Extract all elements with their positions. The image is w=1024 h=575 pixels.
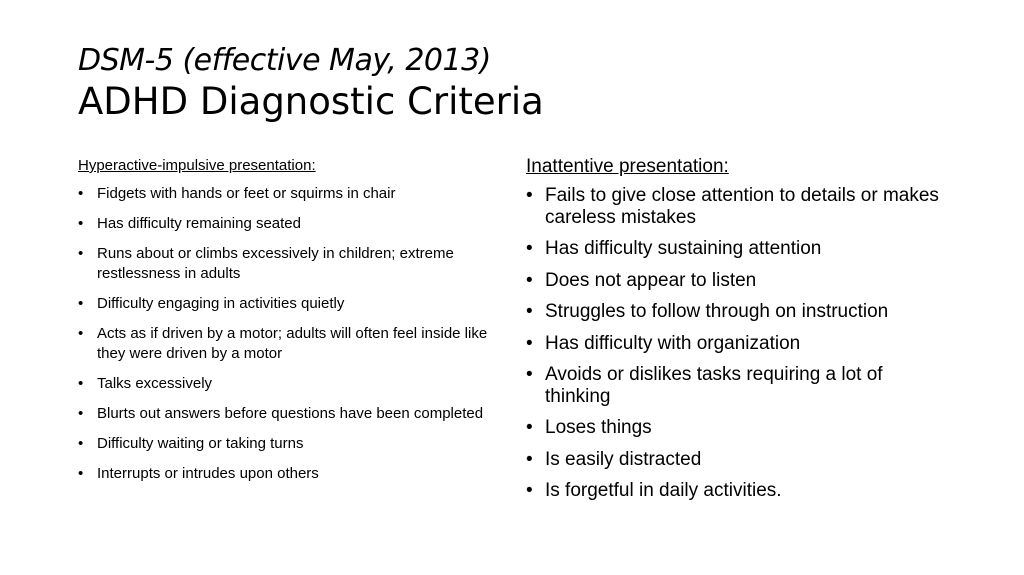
list-item-text: Difficulty waiting or taking turns bbox=[97, 435, 304, 452]
list-item-text: Does not appear to listen bbox=[545, 269, 757, 291]
list-item-text: Has difficulty with organization bbox=[545, 332, 801, 354]
list-item-text: Has difficulty remaining seated bbox=[97, 215, 301, 232]
list-item-text: Is forgetful in daily activities. bbox=[545, 480, 782, 502]
list-item bbox=[78, 404, 508, 424]
inattentive-heading: Inattentive presentation: bbox=[526, 156, 729, 177]
list-item bbox=[78, 294, 508, 314]
list-item-text: Interrupts or intrudes upon others bbox=[97, 465, 319, 482]
list-item-text: Struggles to follow through on instruction bbox=[545, 301, 889, 323]
list-item bbox=[78, 184, 508, 204]
bullet-icon: • bbox=[526, 448, 533, 470]
inattentive-list bbox=[526, 185, 946, 502]
list-item bbox=[526, 364, 946, 408]
hyperactive-heading: Hyperactive-impulsive presentation: bbox=[78, 157, 316, 174]
list-item-text: Talks excessively bbox=[97, 375, 213, 392]
list-item bbox=[526, 480, 946, 502]
inattentive-column bbox=[526, 156, 946, 512]
title-subtitle-line: DSM-5 (effective May, 2013) bbox=[78, 43, 491, 78]
list-item bbox=[526, 185, 946, 229]
list-item bbox=[526, 417, 946, 439]
list-item-text: Fails to give close attention to details or makes careless mistakes bbox=[545, 185, 939, 228]
list-item-text: Avoids or dislikes tasks requiring a lot of thinking bbox=[545, 363, 883, 407]
bullet-icon: • bbox=[78, 245, 84, 262]
slide-title bbox=[78, 42, 978, 124]
bullet-icon: • bbox=[78, 295, 84, 312]
hyperactive-list bbox=[78, 184, 508, 484]
bullet-icon: • bbox=[78, 215, 84, 232]
list-item-text: Acts as if driven by a motor; adults will often feel inside like they were driven by a motor bbox=[97, 325, 488, 362]
bullet-icon: • bbox=[78, 435, 84, 452]
list-item-text: Fidgets with hands or feet or squirms in chair bbox=[97, 185, 396, 202]
list-item bbox=[78, 214, 508, 234]
title-main-line: ADHD Diagnostic Criteria bbox=[78, 80, 544, 123]
bullet-icon: • bbox=[78, 375, 84, 392]
bullet-icon: • bbox=[526, 301, 533, 323]
list-item bbox=[526, 449, 946, 471]
bullet-icon: • bbox=[78, 185, 84, 202]
list-item bbox=[78, 464, 508, 484]
list-item bbox=[78, 324, 508, 364]
list-item-text: Has difficulty sustaining attention bbox=[545, 238, 822, 260]
bullet-icon: • bbox=[526, 269, 533, 291]
bullet-icon: • bbox=[526, 480, 533, 502]
list-item bbox=[78, 244, 508, 284]
bullet-icon: • bbox=[526, 185, 533, 206]
list-item bbox=[526, 238, 946, 260]
list-item bbox=[78, 434, 508, 454]
bullet-icon: • bbox=[526, 238, 533, 260]
list-item bbox=[526, 301, 946, 323]
list-item bbox=[78, 374, 508, 394]
bullet-icon: • bbox=[526, 363, 533, 385]
bullet-icon: • bbox=[78, 465, 84, 482]
hyperactive-column bbox=[78, 156, 508, 494]
list-item-text: Difficulty engaging in activities quietly bbox=[97, 295, 345, 312]
list-item bbox=[526, 270, 946, 292]
bullet-icon: • bbox=[78, 325, 84, 342]
list-item-text: Blurts out answers before questions have been completed bbox=[97, 405, 484, 422]
list-item bbox=[526, 333, 946, 355]
bullet-icon: • bbox=[78, 405, 84, 422]
list-item-text: Runs about or climbs excessively in children; extreme restlessness in adults bbox=[97, 245, 454, 282]
list-item-text: Loses things bbox=[545, 417, 652, 439]
bullet-icon: • bbox=[526, 417, 533, 439]
bullet-icon: • bbox=[526, 332, 533, 354]
list-item-text: Is easily distracted bbox=[545, 448, 702, 470]
